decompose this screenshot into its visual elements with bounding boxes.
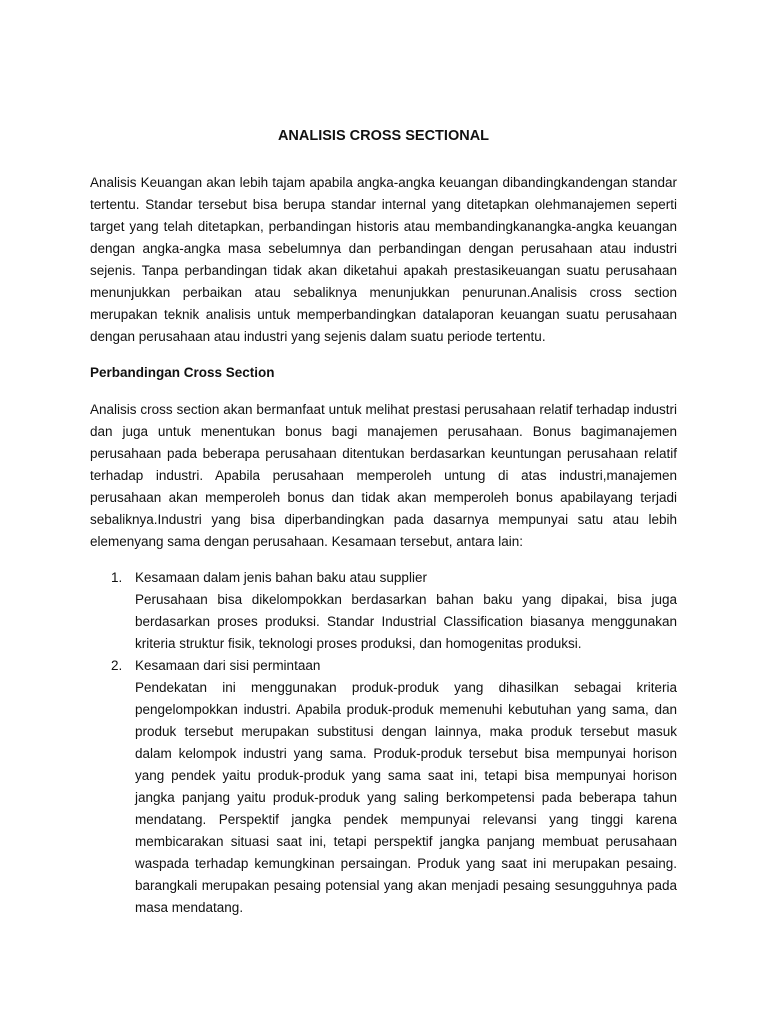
- list-item-title: Kesamaan dari sisi permintaan: [135, 658, 321, 673]
- document-page: [90, 125, 677, 919]
- list-item: [90, 567, 677, 655]
- section-heading: Perbandingan Cross Section: [90, 365, 275, 380]
- list-item: [90, 655, 677, 919]
- intro-paragraph: Analisis Keuangan akan lebih tajam apabila angka-angka keuangan dibandingkandengan standar tertentu. Standar tersebut bisa berupa standar internal yang ditetapkan olehmanajemen seperti target yang telah ditetapkan, perbandingan historis atau membandingkanangka-angka keuangan dengan angka-angka masa sebelumnya dan perbandingan dengan perusahaan atau industri sejenis. Tanpa perbandingan tidak akan diketahui apakah prestasikeuangan suatu perusahaan menunjukkan perbaikan atau sebaliknya menunjukkan penurunan.Analisis cross section merupakan teknik analisis untuk memperbandingkan datalaporan keuangan suatu perusahaan dengan perusahaan atau industri yang sejenis dalam suatu periode tertentu.: [90, 175, 677, 344]
- list-item-body: Pendekatan ini menggunakan produk-produk yang dihasilkan sebagai kriteria pengelompokkan industri. Apabila produk-produk memenuhi kebutuhan yang sama, dan produk tersebut merupakan substitusi dengan lainnya, maka produk tersebut masuk dalam kelompok industri yang sama. Produk-produk tersebut bisa mempunyai horison yang pendek yaitu produk-produk yang sama saat ini, tetapi bisa mempunyai horison jangka panjang yaitu produk-produk yang saling berkompetensi pada beberapa tahun mendatang. Perspektif jangka pendek mempunyai relevansi yang tinggi karena membicarakan situasi saat ini, tetapi perspektif jangka panjang membuat perusahaan waspada terhadap kemungkinan persaingan. Produk yang saat ini merupakan pesaing. barangkali merupakan pesaing potensial yang akan menjadi pesaing sesungguhnya pada masa mendatang.: [135, 680, 677, 915]
- list-item-number: 2.: [111, 658, 123, 673]
- list-item-title: Kesamaan dalam jenis bahan baku atau supplier: [135, 570, 427, 585]
- numbered-list: [90, 567, 677, 919]
- cross-section-paragraph: Analisis cross section akan bermanfaat untuk melihat prestasi perusahaan relatif terhadap industri dan juga untuk menentukan bonus bagi manajemen perusahaan. Bonus bagimanajemen perusahaan pada beberapa perusahaan ditentukan berdasarkan keuntungan perusahaan relatif terhadap industri. Apabila perusahaan memperoleh untung di atas industri,manajemen perusahaan akan memperoleh bonus dan tidak akan memperoleh bonus apabilayang terjadi sebaliknya.Industri yang bisa diperbandingkan pada dasarnya mempunyai satu atau lebih elemenyang sama dengan perusahaan. Kesamaan tersebut, antara lain:: [90, 402, 677, 549]
- list-item-number: 1.: [111, 570, 123, 585]
- list-item-body: Perusahaan bisa dikelompokkan berdasarkan bahan baku yang dipakai, bisa juga berdasarkan proses produksi. Standar Industrial Classification biasanya menggunakan kriteria struktur fisik, teknologi proses produksi, dan homogenitas produksi.: [135, 592, 677, 651]
- document-title: ANALISIS CROSS SECTIONAL: [277, 128, 490, 144]
